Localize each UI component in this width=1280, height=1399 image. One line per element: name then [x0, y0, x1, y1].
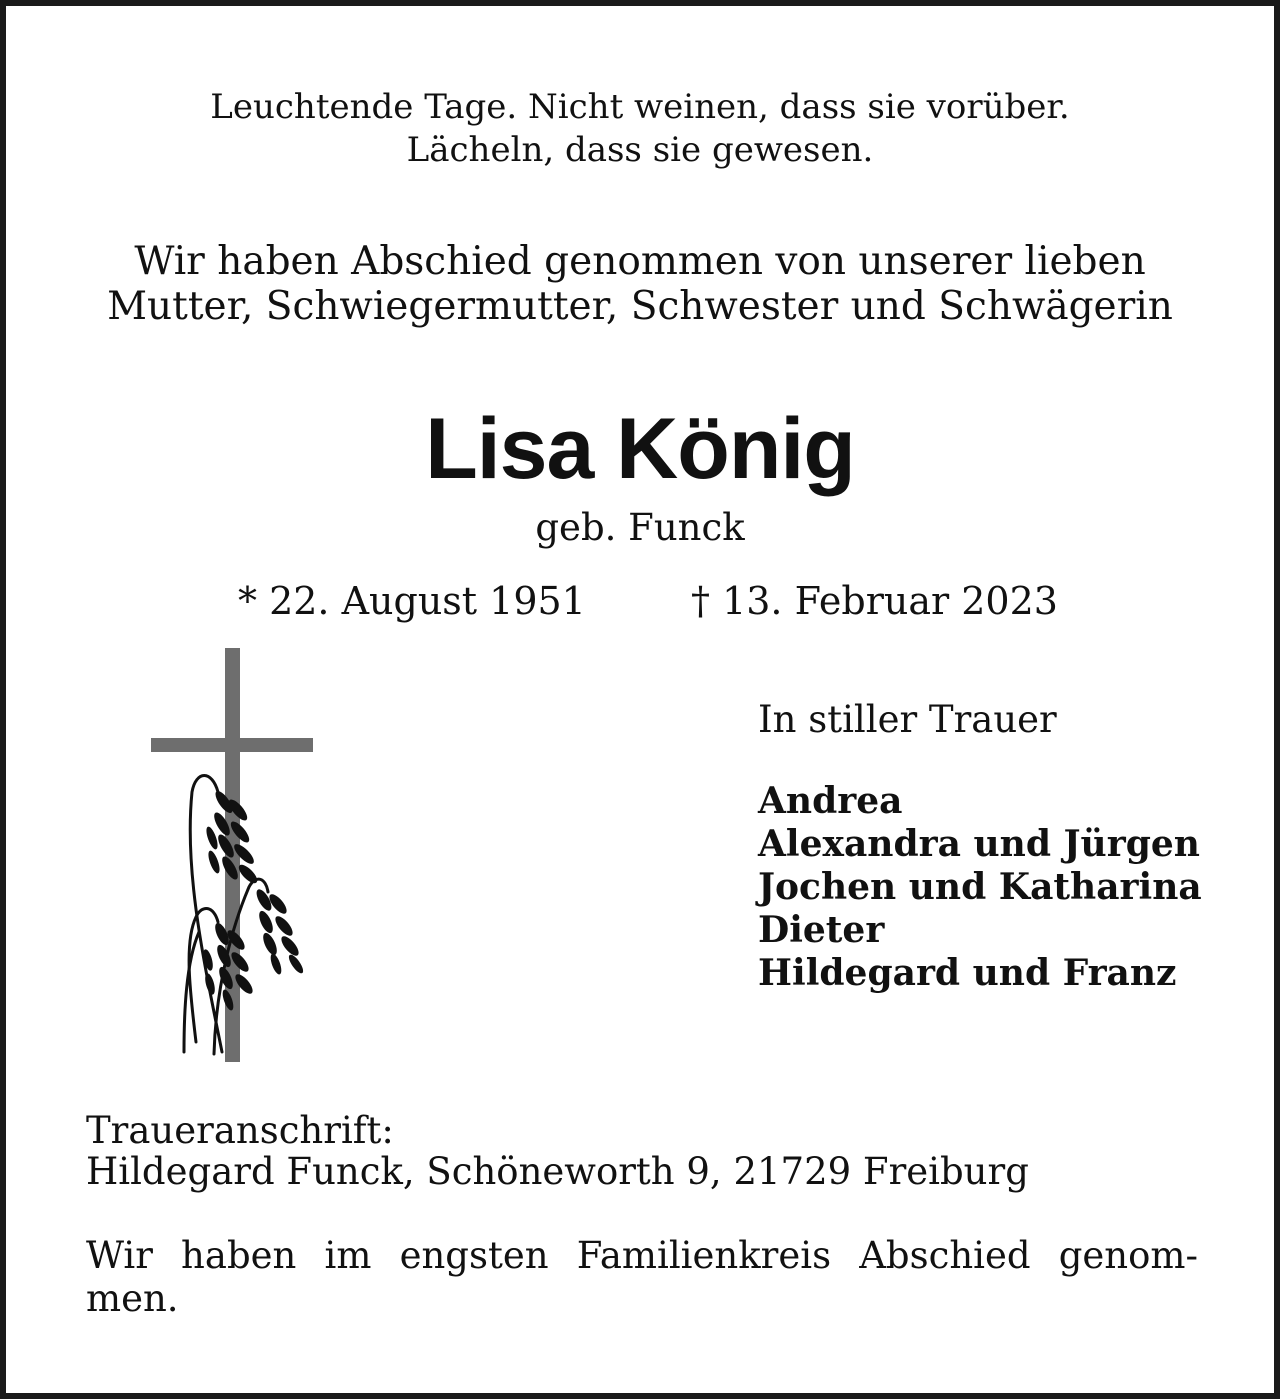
mourner-name: Hildegard und Franz	[758, 952, 1177, 994]
closing-note	[86, 1234, 1198, 1320]
motto-line-1: Leuchtende Tage. Nicht weinen, dass sie vorüber.	[210, 87, 1070, 127]
address-label: Traueranschrift:	[86, 1109, 394, 1152]
mourning-heading: In stiller Trauer	[758, 698, 1057, 741]
intro-line-2: Mutter, Schwiegermutter, Schwester und Schwägerin	[107, 284, 1173, 329]
birth-name: geb. Funck	[535, 506, 745, 549]
address-value: Hildegard Funck, Schöneworth 9, 21729 Freiburg	[86, 1150, 1029, 1193]
mourner-name: Andrea	[758, 780, 903, 822]
intro-line-1: Wir haben Abschied genommen von unserer lieben	[134, 239, 1146, 284]
cross-with-wheat-icon	[144, 642, 324, 1066]
cross-horizontal-beam	[151, 738, 313, 752]
motto-quote	[6, 86, 1274, 172]
wheat-ear-right	[254, 887, 306, 976]
birth-date: * 22. August 1951	[238, 579, 586, 623]
mourner-name: Jochen und Katharina	[758, 866, 1202, 908]
closing-line-1: Wir haben im engsten Familienkreis Abschied genom-	[86, 1234, 1198, 1277]
intro-text	[6, 239, 1274, 329]
mourner-list	[758, 780, 1202, 995]
mourner-name: Dieter	[758, 909, 885, 951]
mourner-name: Alexandra und Jürgen	[758, 823, 1200, 865]
motto-line-2: Lächeln, dass sie gewesen.	[406, 130, 874, 170]
wheat-ear-lower	[201, 921, 255, 1012]
closing-line-2: men.	[86, 1277, 179, 1320]
death-date: † 13. Februar 2023	[691, 579, 1058, 623]
deceased-name: Lisa König	[425, 401, 855, 497]
